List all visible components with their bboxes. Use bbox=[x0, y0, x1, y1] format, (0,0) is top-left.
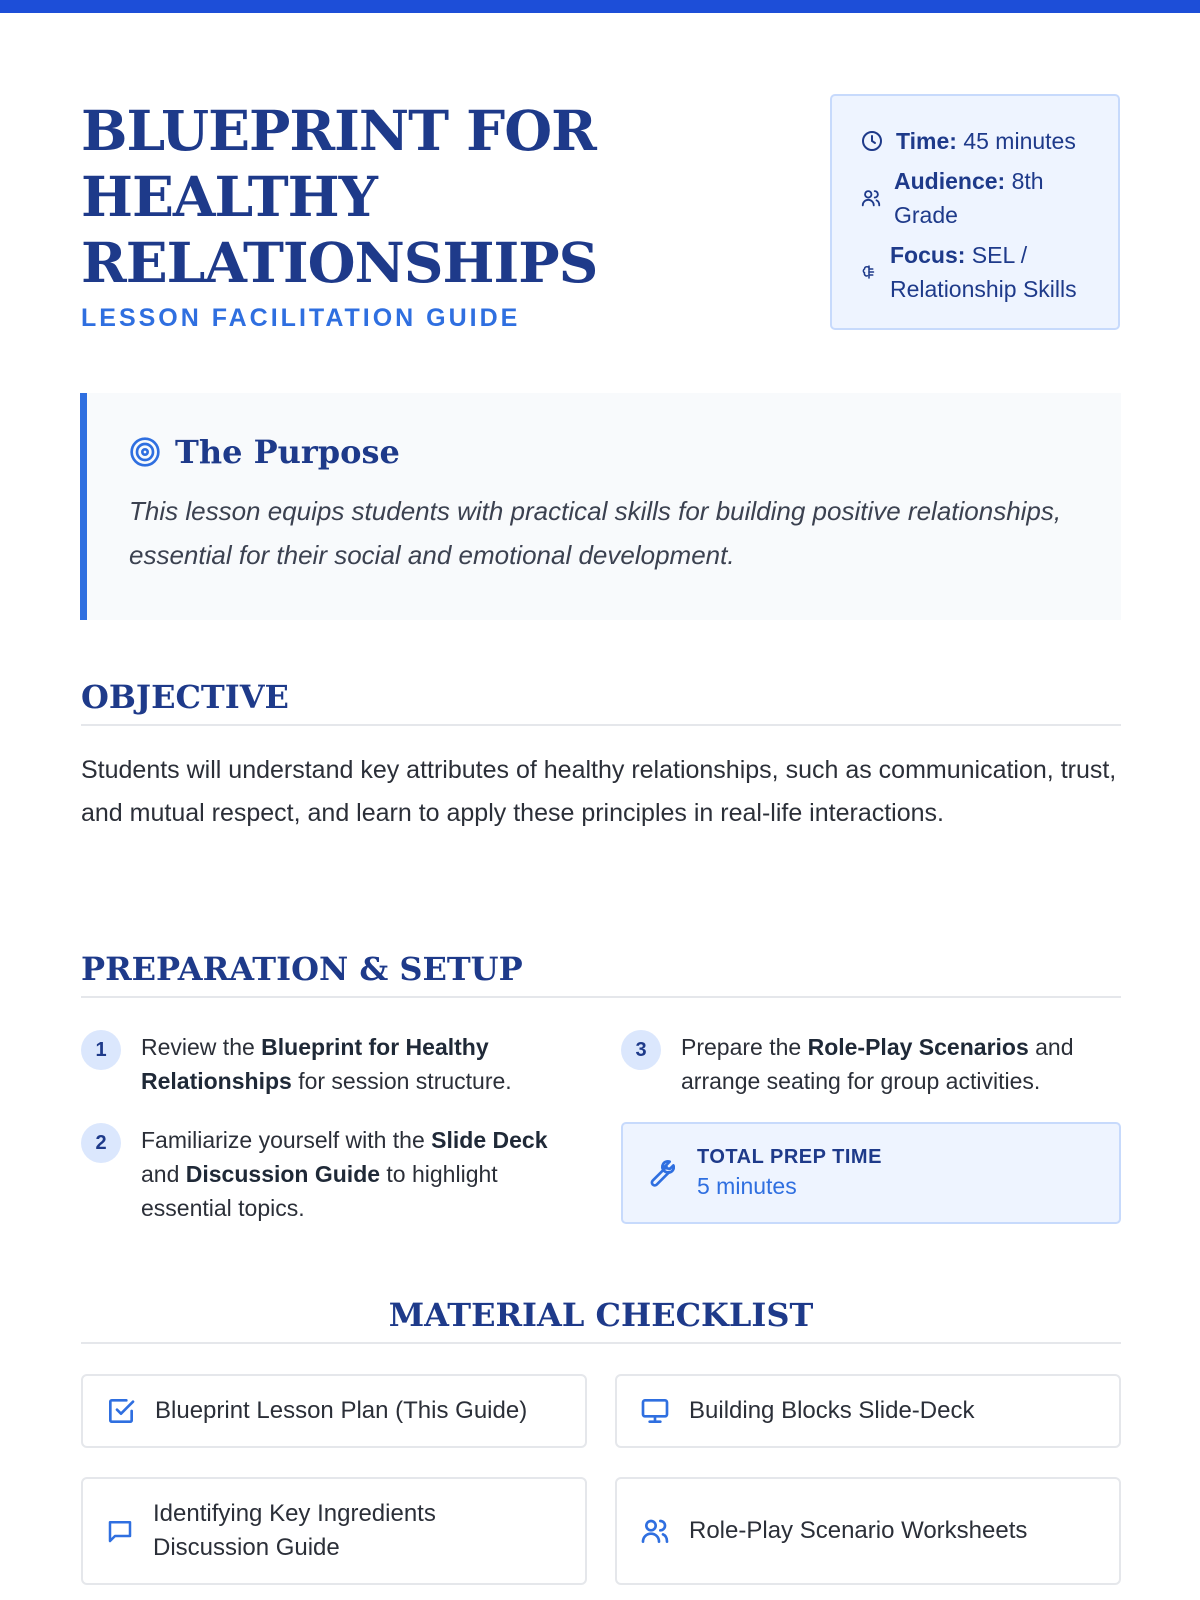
step-bold-text: Role-Play Scenarios bbox=[807, 1034, 1029, 1060]
users-icon bbox=[639, 1515, 671, 1547]
target-icon bbox=[129, 436, 161, 468]
material-item bbox=[615, 1374, 1121, 1448]
step-bold-text: Blueprint for Healthy Relationships bbox=[141, 1034, 489, 1094]
step-number-badge: 3 bbox=[621, 1030, 661, 1070]
step-bold-text: Slide Deck bbox=[431, 1127, 548, 1153]
material-label: Building Blocks Slide-Deck bbox=[689, 1397, 975, 1424]
meta-audience bbox=[860, 164, 1100, 232]
prep-step-3 bbox=[621, 1030, 1121, 1098]
wrench-icon bbox=[643, 1157, 675, 1189]
purpose-title: The Purpose bbox=[175, 433, 400, 471]
step-text: and arrange seating for group activities. bbox=[681, 1034, 1074, 1094]
step-text: for session structure. bbox=[291, 1068, 512, 1094]
meta-focus-value: SEL / Relationship Skills bbox=[890, 242, 1077, 302]
step-text: and bbox=[141, 1161, 186, 1187]
meta-time bbox=[860, 124, 1100, 158]
lesson-meta-box bbox=[830, 94, 1120, 330]
step-text: to highlight essential topics. bbox=[141, 1161, 498, 1221]
material-label: Identifying Key Ingredients Discussion Guide bbox=[153, 1500, 436, 1561]
step-text: Review the bbox=[141, 1034, 262, 1060]
material-label: Blueprint Lesson Plan (This Guide) bbox=[155, 1397, 528, 1424]
top-accent-bar bbox=[0, 0, 1200, 13]
material-label: Role-Play Scenario Worksheets bbox=[689, 1517, 1028, 1544]
objective-heading: OBJECTIVE bbox=[81, 678, 1121, 726]
users-icon bbox=[860, 187, 882, 209]
step-text: Familiarize yourself with the bbox=[141, 1127, 432, 1153]
step-number-badge: 2 bbox=[81, 1123, 121, 1163]
total-prep-value: 5 minutes bbox=[697, 1173, 797, 1199]
materials-heading: MATERIAL CHECKLIST bbox=[81, 1296, 1121, 1344]
step-number-badge: 1 bbox=[81, 1030, 121, 1070]
total-prep-time-box bbox=[621, 1122, 1121, 1224]
preparation-heading: PREPARATION & SETUP bbox=[81, 950, 1121, 998]
purpose-callout bbox=[80, 393, 1121, 620]
checkbox-icon bbox=[105, 1395, 137, 1427]
total-prep-label: TOTAL PREP TIME bbox=[697, 1146, 882, 1168]
purpose-text: This lesson equips students with practical skills for building positive relationships, essential for their social and emotional development. bbox=[129, 496, 1062, 570]
brain-icon bbox=[860, 263, 878, 281]
step-text: Prepare the bbox=[681, 1034, 808, 1060]
page-subtitle: LESSON FACILITATION GUIDE bbox=[81, 304, 521, 332]
material-item bbox=[81, 1374, 587, 1448]
prep-step-1 bbox=[81, 1030, 591, 1098]
objective-text: Students will understand key attributes of healthy relationships, such as communication, trust, and mutual respect, and learn to apply these principles in real-life interactions. bbox=[81, 756, 1117, 827]
clock-icon bbox=[860, 129, 884, 153]
meta-focus bbox=[860, 238, 1100, 306]
prep-step-2 bbox=[81, 1123, 591, 1225]
meta-time-value: 45 minutes bbox=[963, 128, 1076, 154]
material-item bbox=[615, 1477, 1121, 1585]
monitor-icon bbox=[639, 1395, 671, 1427]
meta-audience-value: 8th Grade bbox=[894, 168, 1044, 228]
meta-audience-label: Audience: bbox=[894, 168, 1006, 194]
step-bold-text: Discussion Guide bbox=[185, 1161, 381, 1187]
meta-time-label: Time: bbox=[896, 128, 957, 154]
material-item bbox=[81, 1477, 587, 1585]
page-title: BLUEPRINT FOR HEALTHY RELATIONSHIPS bbox=[81, 98, 598, 295]
meta-focus-label: Focus: bbox=[890, 242, 966, 268]
chat-icon bbox=[105, 1516, 135, 1546]
